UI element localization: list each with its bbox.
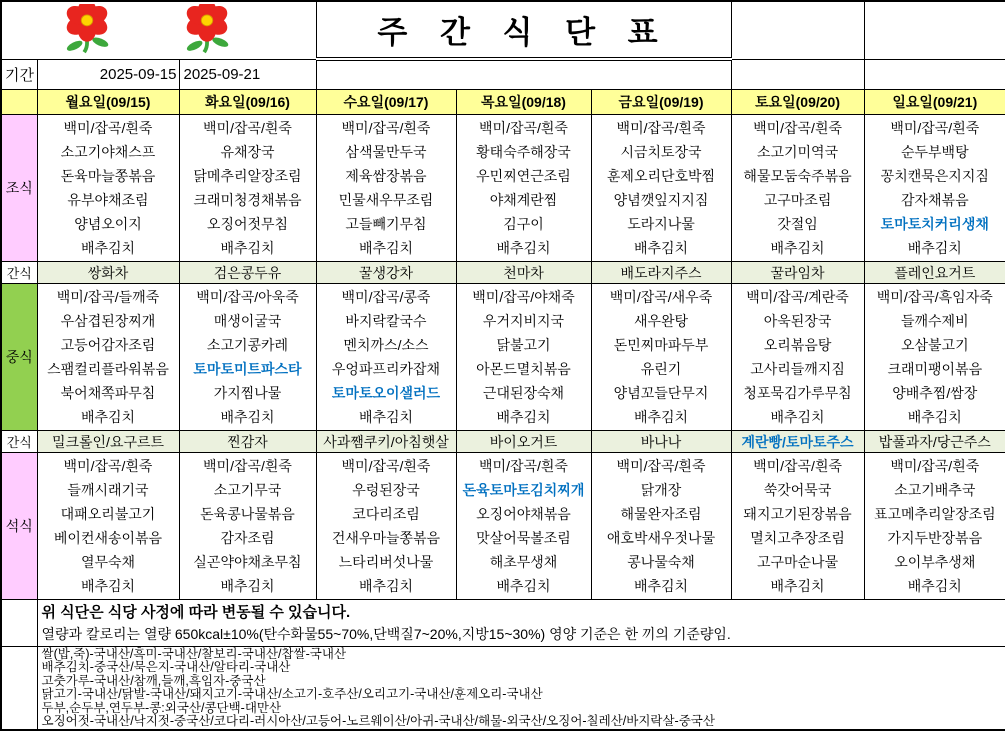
row-label-lunch: 중식 bbox=[1, 284, 37, 431]
menu-item: 소고기콩카레 bbox=[206, 337, 289, 353]
menu-item: 소고기야채스프 bbox=[60, 144, 156, 160]
menu-item: 감자채볶음 bbox=[900, 192, 969, 208]
snack1-day-6: 플레인요거트 bbox=[864, 262, 1005, 284]
menu-item: 배추김치 bbox=[496, 578, 551, 594]
empty-cell bbox=[864, 1, 1005, 59]
menu-item: 양념꼬들단무지 bbox=[613, 385, 709, 401]
menu-item: 배추김치 bbox=[496, 240, 551, 256]
menu-item: 돈육콩나물볶음 bbox=[200, 506, 295, 522]
origin-line-kimchi: 배추김치-중국산/묵은지-국내산/알타리-국내산 bbox=[41, 660, 291, 675]
menu-item: 배추김치 bbox=[633, 409, 689, 425]
menu-item: 오징어젓무침 bbox=[206, 216, 289, 232]
dinner-day-5 bbox=[731, 453, 864, 600]
row-label-dinner: 석식 bbox=[1, 453, 37, 600]
menu-item: 훈제오리단호박찜 bbox=[606, 168, 716, 184]
menu-item: 멸치고추장조림 bbox=[750, 530, 845, 546]
period-end-date: 2025-09-21 bbox=[179, 59, 316, 90]
snack1-day-3: 천마차 bbox=[456, 262, 591, 284]
menu-item: 백미/잡곡/아욱죽 bbox=[196, 289, 299, 305]
menu-item: 돼지고기된장볶음 bbox=[743, 506, 852, 522]
origin-notes-cell bbox=[37, 647, 1005, 731]
period-start-date: 2025-09-15 bbox=[37, 59, 179, 90]
menu-item: 들깨수제비 bbox=[900, 313, 969, 329]
menu-item: 배추김치 bbox=[358, 409, 414, 425]
menu-item: 백미/잡곡/흰죽 bbox=[203, 458, 292, 474]
row-label-breakfast: 조식 bbox=[1, 115, 37, 262]
menu-item: 민물새우무조림 bbox=[338, 192, 434, 208]
menu-item: 닭불고기 bbox=[496, 337, 551, 353]
flower-icon bbox=[30, 4, 144, 54]
day-header-3: 목요일(09/18) bbox=[456, 90, 591, 115]
menu-item: 고구마순나물 bbox=[756, 554, 839, 570]
lunch-day-1 bbox=[179, 284, 316, 431]
menu-item: 고들빼기무침 bbox=[345, 216, 427, 232]
menu-item: 열무숙채 bbox=[80, 554, 136, 570]
dinner-day-3 bbox=[456, 453, 591, 600]
menu-item: 야채계란찜 bbox=[489, 192, 558, 208]
menu-item: 우렁된장국 bbox=[352, 482, 420, 498]
menu-item: 소고기배추국 bbox=[894, 482, 976, 498]
dinner-day-1 bbox=[179, 453, 316, 600]
empty-cell bbox=[731, 1, 864, 59]
menu-item: 가지두반장볶음 bbox=[887, 530, 983, 546]
menu-item: 배추김치 bbox=[220, 240, 275, 256]
menu-item: 유채장국 bbox=[220, 144, 275, 160]
menu-item: 크래미청경채볶음 bbox=[193, 192, 302, 208]
snack2-row bbox=[1, 431, 1005, 453]
menu-item: 삼색물만두국 bbox=[345, 144, 427, 160]
menu-item: 토마토치커리생채 bbox=[880, 216, 989, 232]
menu-item: 고사리들깨지짐 bbox=[750, 361, 845, 377]
lunch-day-5 bbox=[731, 284, 864, 431]
menu-item: 백미/잡곡/흑임자죽 bbox=[876, 289, 993, 305]
menu-item: 배추김치 bbox=[80, 240, 136, 256]
lunch-day-0 bbox=[37, 284, 179, 431]
menu-item: 아욱된장국 bbox=[763, 313, 832, 329]
snack2-day-4: 바나나 bbox=[591, 431, 731, 453]
menu-item: 시금치토장국 bbox=[620, 144, 702, 160]
notes-row-main bbox=[1, 600, 1005, 647]
menu-item: 돈민찌마파두부 bbox=[613, 337, 709, 353]
menu-body bbox=[1, 90, 1005, 600]
menu-item: 배추김치 bbox=[907, 409, 962, 425]
day-header-2: 수요일(09/17) bbox=[316, 90, 456, 115]
menu-item: 백미/잡곡/흰죽 bbox=[63, 458, 153, 474]
menu-item: 유린기 bbox=[640, 361, 682, 377]
menu-item: 근대된장숙채 bbox=[482, 385, 565, 401]
menu-item: 백미/잡곡/흰죽 bbox=[753, 120, 842, 136]
menu-item: 맛살어묵볼조림 bbox=[476, 530, 571, 546]
menu-item: 스팸컬리플라워볶음 bbox=[47, 361, 169, 377]
menu-item: 들깨시래기국 bbox=[67, 482, 149, 498]
menu-item: 배추김치 bbox=[633, 578, 689, 594]
menu-item: 도라지나물 bbox=[627, 216, 695, 232]
empty-cell bbox=[731, 59, 864, 90]
day-header-4: 금요일(09/19) bbox=[591, 90, 731, 115]
menu-item: 새우완탕 bbox=[633, 313, 689, 329]
lunch-day-2 bbox=[316, 284, 456, 431]
breakfast-day-2 bbox=[316, 115, 456, 262]
lunch-day-3 bbox=[456, 284, 591, 431]
menu-item: 백미/잡곡/흰죽 bbox=[63, 120, 153, 136]
menu-item: 오리볶음탕 bbox=[763, 337, 832, 353]
menu-item: 우삼겹된장찌개 bbox=[60, 313, 156, 329]
menu-item: 배추김치 bbox=[770, 240, 825, 256]
origin-line-pepper: 고춧가루-국내산/참깨,들깨,흑임자-중국산 bbox=[41, 673, 266, 688]
menu-item: 배추김치 bbox=[770, 409, 825, 425]
menu-item: 매생이굴국 bbox=[213, 313, 282, 329]
breakfast-row bbox=[1, 115, 1005, 262]
dinner-day-2 bbox=[316, 453, 456, 600]
menu-item: 닭메추리알장조림 bbox=[193, 168, 302, 184]
menu-item: 백미/잡곡/새우죽 bbox=[609, 289, 713, 305]
breakfast-day-0 bbox=[37, 115, 179, 262]
menu-item: 백미/잡곡/들깨죽 bbox=[56, 289, 160, 305]
menu-item: 배추김치 bbox=[220, 409, 275, 425]
menu-item: 백미/잡곡/흰죽 bbox=[616, 120, 706, 136]
menu-item: 쑥갓어묵국 bbox=[763, 482, 832, 498]
menu-item: 느타리버섯나물 bbox=[338, 554, 434, 570]
menu-item: 멘치까스/소스 bbox=[343, 337, 429, 353]
breakfast-day-3 bbox=[456, 115, 591, 262]
breakfast-day-6 bbox=[864, 115, 1005, 262]
menu-item: 황태숙주해장국 bbox=[476, 144, 571, 160]
menu-item: 토마토미트파스타 bbox=[193, 361, 302, 377]
snack1-row bbox=[1, 262, 1005, 284]
page-title: 주 간 식 단 표 bbox=[316, 1, 731, 59]
origin-line-tofu: 두부,순두부,연두부-콩:외국산/콩단백-대만산 bbox=[41, 700, 282, 715]
lunch-row bbox=[1, 284, 1005, 431]
row-label-snack1: 간식 bbox=[1, 262, 37, 284]
menu-item: 감자조림 bbox=[220, 530, 275, 546]
menu-item: 백미/잡곡/흰죽 bbox=[616, 458, 706, 474]
notes-static bbox=[1, 600, 1005, 731]
menu-item: 배추김치 bbox=[358, 240, 414, 256]
menu-item: 애호박새우젓나물 bbox=[606, 530, 716, 546]
snack1-day-5: 꿀라임차 bbox=[731, 262, 864, 284]
menu-item: 아몬드멸치볶음 bbox=[476, 361, 571, 377]
menu-item: 배추김치 bbox=[633, 240, 689, 256]
menu-item: 김구이 bbox=[503, 216, 544, 232]
menu-item: 돈육마늘쫑볶음 bbox=[60, 168, 156, 184]
snack2-day-0: 밀크롤인/요구르트 bbox=[37, 431, 179, 453]
dinner-day-0 bbox=[37, 453, 179, 600]
table-head-static bbox=[1, 1, 1005, 90]
menu-item: 돈육토마토김치찌개 bbox=[462, 482, 585, 498]
menu-item: 실곤약야채초무침 bbox=[193, 554, 302, 570]
menu-item: 순두부백탕 bbox=[900, 144, 969, 160]
notes-cell bbox=[37, 600, 1005, 647]
menu-item: 백미/잡곡/흰죽 bbox=[203, 120, 292, 136]
menu-item: 백미/잡곡/흰죽 bbox=[890, 120, 980, 136]
lunch-day-4 bbox=[591, 284, 731, 431]
menu-item: 갓절임 bbox=[777, 216, 818, 232]
breakfast-day-4 bbox=[591, 115, 731, 262]
menu-item: 꽁치캔묵은지지짐 bbox=[880, 168, 989, 184]
menu-item: 백미/잡곡/흰죽 bbox=[341, 458, 431, 474]
snack2-day-3: 바이오거트 bbox=[456, 431, 591, 453]
day-header-5: 토요일(09/20) bbox=[731, 90, 864, 115]
menu-item: 소고기무국 bbox=[213, 482, 282, 498]
menu-item: 토마토오이샐러드 bbox=[331, 385, 441, 401]
menu-item: 양배추찜/쌈장 bbox=[892, 385, 978, 401]
menu-item: 해물모둠숙주볶음 bbox=[743, 168, 852, 184]
menu-item: 크래미팽이볶음 bbox=[887, 361, 983, 377]
menu-item: 해물완자조림 bbox=[620, 506, 702, 522]
period-label: 기간 bbox=[1, 59, 37, 90]
nutrition-notice: 열량과 칼로리는 열량 650kcal±10%(탄수화물55~70%,단백질7~20%,지방15~30%) 영양 기준은 한 끼의 기준량임. bbox=[41, 626, 731, 642]
snack2-day-6: 밥풀과자/당근주스 bbox=[864, 431, 1005, 453]
menu-item: 제육쌈장볶음 bbox=[345, 168, 427, 184]
menu-item: 백미/잡곡/콩죽 bbox=[341, 289, 431, 305]
menu-item: 배추김치 bbox=[220, 578, 275, 594]
empty-cell bbox=[1, 600, 37, 647]
menu-item: 백미/잡곡/계란죽 bbox=[746, 289, 849, 305]
menu-item: 우거지비지국 bbox=[482, 313, 565, 329]
menu-item: 백미/잡곡/흰죽 bbox=[753, 458, 842, 474]
snack2-day-2: 사과쨈쿠키/아침햇살 bbox=[316, 431, 456, 453]
dinner-row bbox=[1, 453, 1005, 600]
snack1-day-1: 검은콩두유 bbox=[179, 262, 316, 284]
snack2-day-5: 계란빵/토마토주스 bbox=[731, 431, 864, 453]
lunch-day-6 bbox=[864, 284, 1005, 431]
menu-item: 백미/잡곡/흰죽 bbox=[890, 458, 980, 474]
flower-icon bbox=[150, 4, 264, 54]
breakfast-day-1 bbox=[179, 115, 316, 262]
menu-item: 코다리조림 bbox=[352, 506, 420, 522]
notes-row-origin bbox=[1, 647, 1005, 731]
menu-item: 배추김치 bbox=[496, 409, 551, 425]
menu-item: 고등어감자조림 bbox=[60, 337, 156, 353]
dinner-day-4 bbox=[591, 453, 731, 600]
menu-item: 배추김치 bbox=[358, 578, 414, 594]
menu-item: 오삼불고기 bbox=[900, 337, 969, 353]
menu-item: 백미/잡곡/흰죽 bbox=[479, 120, 568, 136]
menu-item: 우엉파프리카잡채 bbox=[331, 361, 441, 377]
origin-line-rice: 쌀(밥,죽)-국내산/흑미-국내산/찰보리-국내산/찹쌀-국내산 bbox=[41, 647, 347, 661]
menu-item: 양념오이지 bbox=[74, 216, 142, 232]
menu-item: 고구마조림 bbox=[763, 192, 832, 208]
empty-cell bbox=[316, 59, 731, 90]
menu-item: 오이부추생채 bbox=[894, 554, 976, 570]
menu-item: 배추김치 bbox=[907, 240, 962, 256]
menu-item: 콩나물숙채 bbox=[627, 554, 695, 570]
day-header-0: 월요일(09/15) bbox=[37, 90, 179, 115]
menu-item: 베이컨새송이볶음 bbox=[53, 530, 163, 546]
empty-cell bbox=[1, 647, 37, 731]
menu-item: 배추김치 bbox=[80, 409, 136, 425]
menu-item: 건새우마늘쫑볶음 bbox=[331, 530, 441, 546]
menu-change-notice: 위 식단은 식당 사정에 따라 변동될 수 있습니다. bbox=[41, 604, 351, 621]
title-row bbox=[1, 1, 1005, 59]
menu-item: 해초무생채 bbox=[489, 554, 558, 570]
day-header-row bbox=[1, 90, 1005, 115]
menu-item: 배추김치 bbox=[770, 578, 825, 594]
day-header-corner bbox=[1, 90, 37, 115]
menu-item: 백미/잡곡/야채죽 bbox=[472, 289, 575, 305]
row-label-snack2: 간식 bbox=[1, 431, 37, 453]
menu-item: 오징어야채볶음 bbox=[476, 506, 571, 522]
empty-cell bbox=[864, 59, 1005, 90]
day-header-1: 화요일(09/16) bbox=[179, 90, 316, 115]
menu-item: 유부야채조림 bbox=[67, 192, 149, 208]
menu-item: 대패오리불고기 bbox=[60, 506, 156, 522]
snack2-day-1: 찐감자 bbox=[179, 431, 316, 453]
period-row bbox=[1, 59, 1005, 90]
origin-line-meat: 닭고기-국내산/닭발-국내산/돼지고기-국내산/소고기-호주산/오리고기-국내산/훈제오리-국내산 bbox=[41, 687, 543, 702]
menu-item: 배추김치 bbox=[80, 578, 136, 594]
menu-item: 청포묵김가루무침 bbox=[743, 385, 852, 401]
menu-item: 우민찌연근조림 bbox=[476, 168, 571, 184]
menu-item: 소고기미역국 bbox=[756, 144, 839, 160]
menu-item: 백미/잡곡/흰죽 bbox=[479, 458, 568, 474]
menu-item: 표고메추리알장조림 bbox=[873, 506, 996, 522]
flowers-cell bbox=[1, 1, 316, 59]
menu-item: 가지찜나물 bbox=[213, 385, 282, 401]
snack1-day-4: 배도라지주스 bbox=[591, 262, 731, 284]
origin-line-seafood: 오징어젓-국내산/낙지젓-중국산/코다리-러시아산/고등어-노르웨이산/아귀-국내산/해물-외국산/오징어-칠레산/바지락살-중국산 bbox=[41, 714, 715, 729]
day-header-6: 일요일(09/21) bbox=[864, 90, 1005, 115]
menu-item: 북어채쪽파무침 bbox=[60, 385, 156, 401]
snack1-day-2: 꿀생강차 bbox=[316, 262, 456, 284]
dinner-day-6 bbox=[864, 453, 1005, 600]
menu-item: 바지락칼국수 bbox=[345, 313, 427, 329]
breakfast-day-5 bbox=[731, 115, 864, 262]
menu-item: 닭개장 bbox=[640, 482, 682, 498]
menu-item: 백미/잡곡/흰죽 bbox=[341, 120, 431, 136]
menu-item: 배추김치 bbox=[907, 578, 962, 594]
menu-item: 양념깻잎지지짐 bbox=[613, 192, 709, 208]
snack1-day-0: 쌍화차 bbox=[37, 262, 179, 284]
